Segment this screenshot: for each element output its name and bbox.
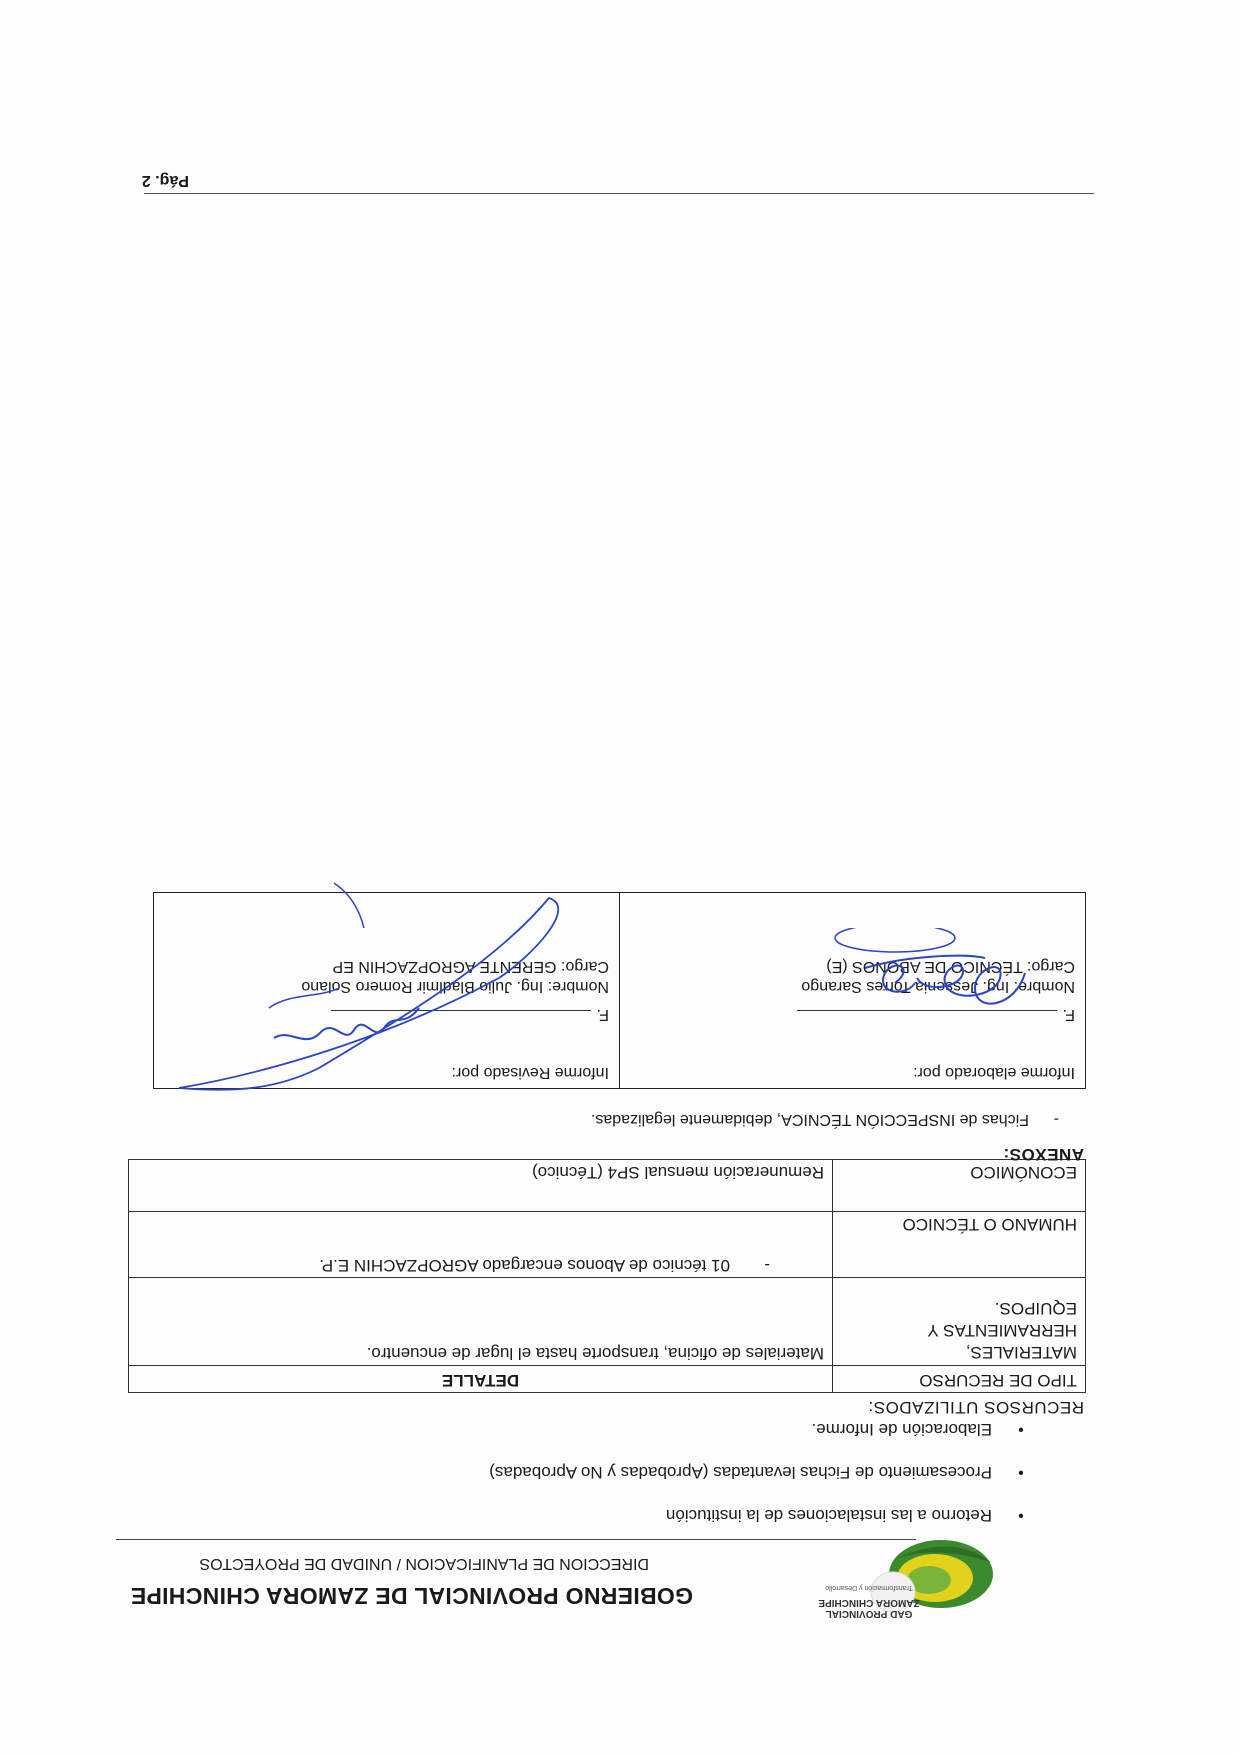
signature-reviewed [154,893,620,1089]
resource-type: HUMANO O TÉCNICO [833,1212,1086,1278]
table-row [129,1160,1086,1212]
logo-tagline: Transformación y Desarrollo [825,1584,913,1591]
activity-list [124,1399,1024,1528]
resource-type: ECONÓMICO [833,1160,1086,1212]
table-row [129,1212,1086,1278]
table-row [154,893,1086,1089]
reviewed-name: Nombre: Ing. Julio Bladimir Romero Solano [301,978,609,995]
reviewed-signature-icon [149,878,619,1108]
header-divider [116,1539,916,1540]
resource-detail: Remuneración mensual SP4 (Técnico) [129,1160,833,1212]
reviewed-position: Cargo: GERENTE AGROPZACHIN EP [332,958,609,975]
prepared-name: Nombre: Ing. Jessenia Torres Sarango [801,978,1075,995]
dash-marker: - [1053,1111,1059,1128]
list-item: ● Retorno a las instalaciones de la institución [124,1485,1024,1528]
footer-divider [144,193,1094,194]
reviewed-heading: Informe Revisado por: [451,1064,609,1081]
table-header-detail: DETALLE [129,1366,833,1393]
signature-table [153,892,1086,1089]
logo-wordmark: GAD PROVINCIAL ZAMORA CHINCHIPE [818,1597,920,1619]
prepared-heading: Informe elaborado por: [913,1064,1075,1081]
page-number: Pág. 2 [141,172,189,189]
org-title: GOBIERNO PROVINCIAL DE ZAMORA CHINCHIPE [130,1583,693,1609]
table-header-type: TIPO DE RECURSO [833,1366,1086,1393]
resource-type: MATERIALES, HERRAMIENTAS Y EQUIPOS. [833,1278,1086,1366]
dash-marker: - [764,1256,770,1275]
reviewed-f-label: F. [596,1006,609,1023]
resources-label: RECURSOS UTILIZADOS: [868,1398,1084,1417]
unit-title: DIRECCION DE PLANIFICACION / UNIDAD DE PROYECTOS [199,1555,649,1572]
prepared-signature-icon [825,928,1045,1028]
signature-prepared [620,893,1086,1089]
annexes-label: ANEXOS: [1003,1145,1084,1164]
list-item: ● Elaboración de Informe. [124,1399,1024,1442]
table-row [129,1278,1086,1366]
prepared-f-label: F. [1062,1006,1075,1023]
table-header-row [129,1366,1086,1393]
resources-table [128,1159,1086,1393]
list-item: ● Procesamiento de Fichas levantadas (Aprobadas y No Aprobadas) [124,1442,1024,1485]
resource-detail: -01 técnico de Abonos encargado AGROPZACHIN E.P. [129,1212,833,1278]
prepared-position: Cargo: TÉCNICO DE ABONOS (E) [826,958,1075,975]
annex-item: -Fichas de INSPECCIÓN TÉCNICA, debidamente legalizadas. [590,1111,1059,1128]
resource-detail: Materiales de oficina, transporte hasta el lugar de encuentro. [129,1278,833,1366]
